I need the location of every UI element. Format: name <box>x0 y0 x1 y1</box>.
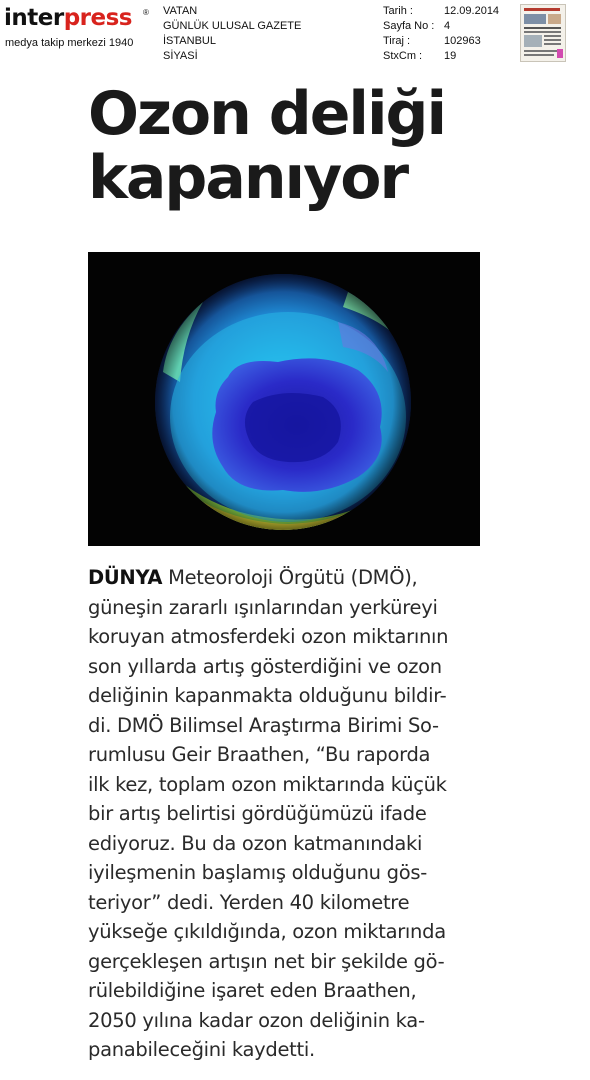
ozone-globe-illustration <box>88 252 480 546</box>
publication-name: VATAN <box>163 5 198 17</box>
body-line <box>88 563 482 593</box>
body-line: ediyoruz. Bu da ozon katmanındaki <box>88 831 423 855</box>
body-line: rumlusu Geir Braathen, “Bu raporda <box>88 743 431 766</box>
meta-value: 12.09.2014 <box>444 5 500 17</box>
body-line: güneşin zararlı ışınlarından yerküreyi <box>88 595 438 619</box>
meta-circulation <box>383 34 513 49</box>
body-line: rülebildiğine işaret eden Braathen, <box>88 979 417 1002</box>
body-line: di. DMÖ Bilimsel Araştırma Birimi So- <box>88 713 439 737</box>
publication-type: GÜNLÜK ULUSAL GAZETE <box>163 20 302 32</box>
publication-section: SİYASİ <box>163 50 198 62</box>
body-line: bir artış belirtisi gördüğümüzü ifade <box>88 802 427 825</box>
headline-line: Ozon deliği <box>88 79 446 149</box>
article-body <box>88 563 482 1065</box>
publication-city: İSTANBUL <box>163 35 216 47</box>
body-line: son yıllarda artış gösterdiğini ve ozon <box>88 654 442 678</box>
meta-value: 19 <box>444 50 457 62</box>
body-line: ilk kez, toplam ozon miktarında küçük <box>88 772 447 796</box>
body-line: 2050 yılına kadar ozon deliğinin ka- <box>88 1008 425 1032</box>
clipping-meta <box>383 4 513 64</box>
meta-value: 4 <box>444 20 451 32</box>
body-line: panabileceğini kaydetti. <box>88 1038 315 1061</box>
body-line: teriyor” dedi. Yerden 40 kilometre <box>88 890 410 914</box>
meta-label: Tarih : <box>383 5 413 17</box>
page-thumbnail[interactable] <box>520 4 566 62</box>
body-line: yükseğe çıkıldığında, ozon miktarında <box>88 920 446 943</box>
meta-stxcm <box>383 49 513 64</box>
meta-date <box>383 4 513 19</box>
publication-info <box>163 4 301 64</box>
ozone-globe-image <box>88 252 480 546</box>
meta-label: StxCm : <box>383 50 423 62</box>
body-line: deliğinin kapanmakta olduğunu bildir- <box>88 684 447 707</box>
body-line: gerçekleşen artışın net bir şekilde gö- <box>88 949 445 973</box>
interpress-logo <box>4 4 154 52</box>
registered-mark: ® <box>143 8 149 17</box>
logo-inter: inter <box>4 5 64 31</box>
meta-page <box>383 19 513 34</box>
article-headline <box>88 79 508 213</box>
meta-label: Tiraj : <box>383 35 411 47</box>
logo-wordmark <box>4 4 132 32</box>
body-line: koruyan atmosferdeki ozon miktarının <box>88 625 449 648</box>
body-line: iyileşmenin başlamış olduğunu gös- <box>88 861 427 884</box>
meta-value: 102963 <box>444 35 481 47</box>
article-lead-word: DÜNYA <box>88 566 163 589</box>
body-line-text: Meteoroloji Örgütü (DMÖ), <box>162 566 418 589</box>
logo-tagline: medya takip merkezi 1940 <box>5 37 134 49</box>
logo-press: press <box>63 5 132 31</box>
headline-line: kapanıyor <box>88 143 408 213</box>
meta-label: Sayfa No : <box>383 20 435 32</box>
